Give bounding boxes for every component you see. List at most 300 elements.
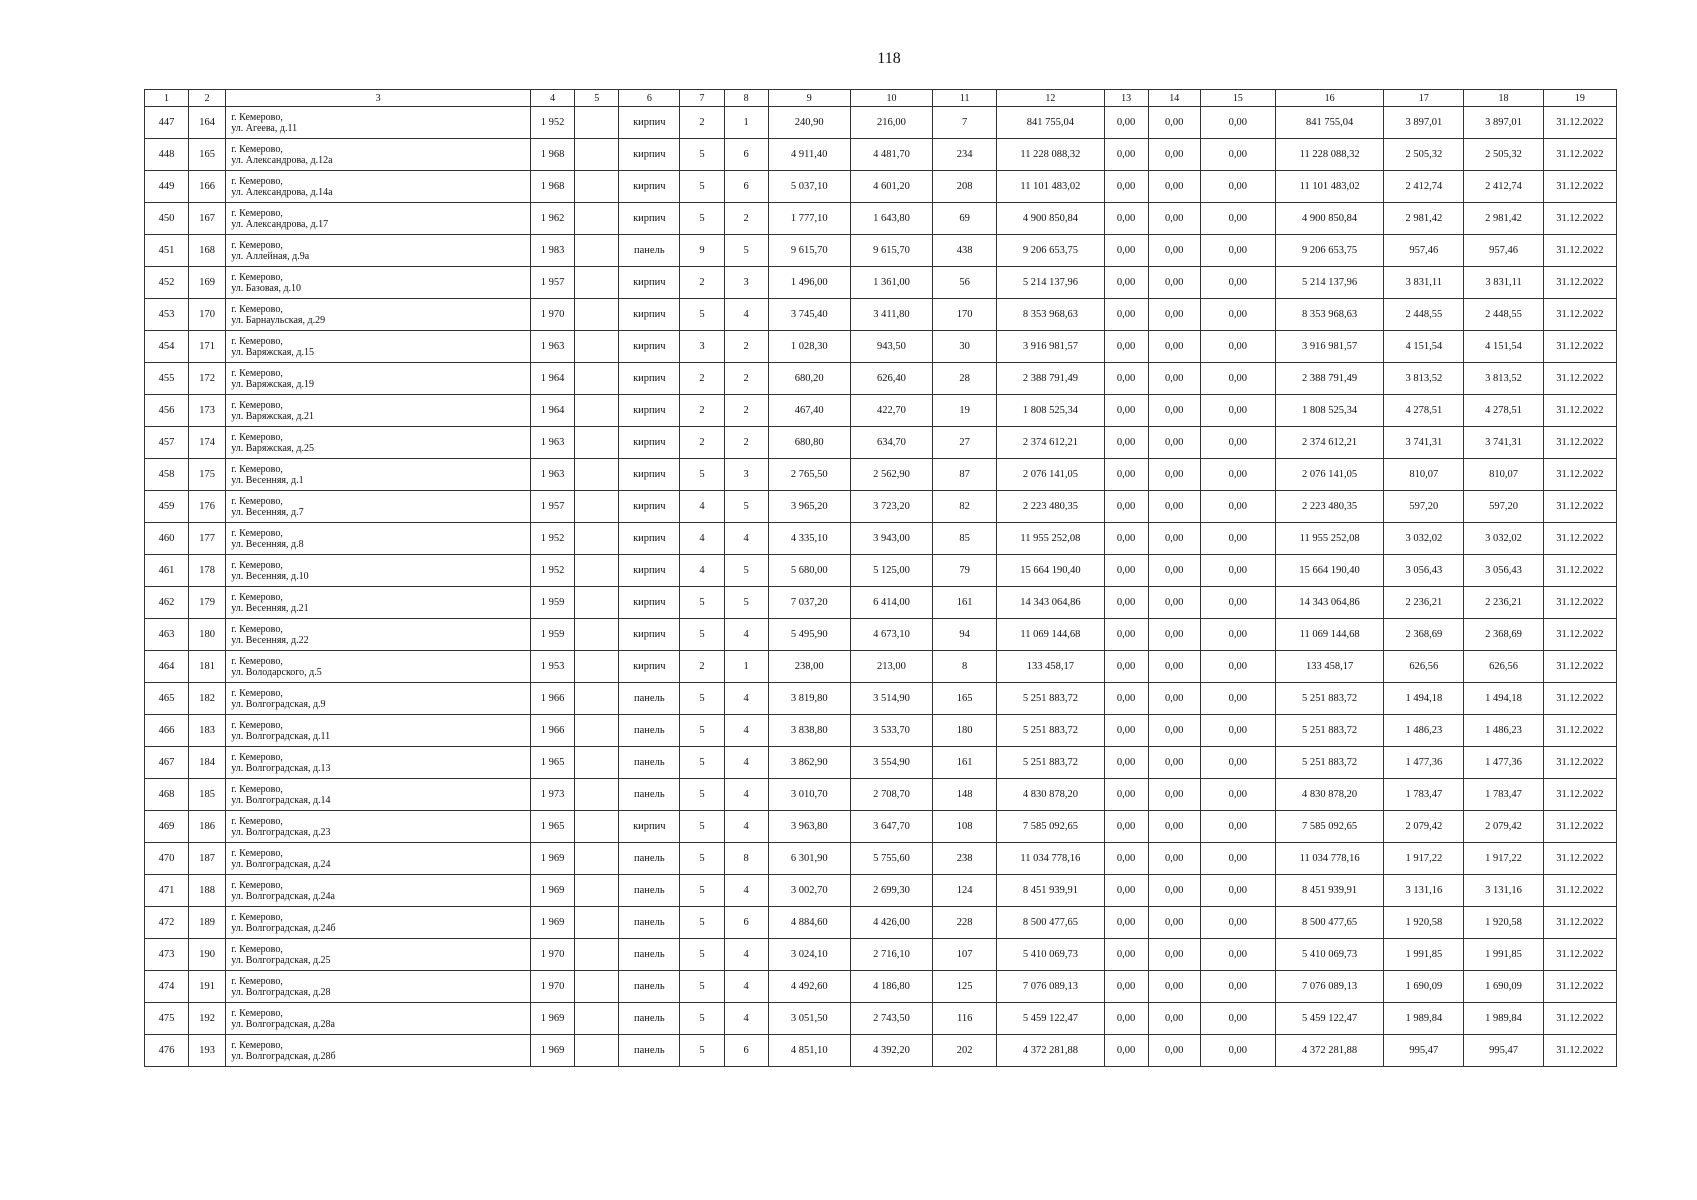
table-cell: 0,00 [1148, 171, 1200, 203]
table-cell: кирпич [619, 203, 680, 235]
table-cell [575, 203, 619, 235]
table-cell: 2 [680, 107, 724, 139]
table-cell: 460 [145, 523, 189, 555]
table-cell [575, 299, 619, 331]
table-cell: 176 [189, 491, 226, 523]
table-cell: 1 963 [531, 427, 575, 459]
housing-registry-table [144, 89, 1617, 1067]
table-cell: 0,00 [1200, 747, 1275, 779]
table-cell: 1 969 [531, 1035, 575, 1067]
table-cell: 5 [680, 715, 724, 747]
table-cell: 0,00 [1200, 715, 1275, 747]
table-cell: 124 [933, 875, 997, 907]
table-cell: 69 [933, 203, 997, 235]
table-cell: 5 214 137,96 [997, 267, 1104, 299]
table-cell: 0,00 [1200, 843, 1275, 875]
table-cell: 3 533,70 [850, 715, 932, 747]
table-cell: 0,00 [1104, 459, 1148, 491]
column-header: 1 [145, 90, 189, 107]
table-cell: 2 562,90 [850, 459, 932, 491]
table-cell: 3 131,16 [1384, 875, 1464, 907]
table-row [145, 331, 1617, 363]
table-cell: 1 969 [531, 875, 575, 907]
table-cell: 4 [680, 491, 724, 523]
address-line: ул. Александрова, д.12а [231, 154, 333, 166]
table-cell: 2 236,21 [1464, 587, 1543, 619]
address-line: ул. Волгоградская, д.28б [231, 1050, 336, 1062]
table-cell: 0,00 [1104, 203, 1148, 235]
table-cell: 5 [680, 683, 724, 715]
address-cell [226, 715, 531, 747]
table-cell: 0,00 [1104, 971, 1148, 1003]
table-cell: 9 615,70 [850, 235, 932, 267]
table-cell: 0,00 [1104, 363, 1148, 395]
table-row [145, 1035, 1617, 1067]
table-cell: 4 392,20 [850, 1035, 932, 1067]
table-cell: 31.12.2022 [1543, 459, 1616, 491]
table-cell: 1 957 [531, 491, 575, 523]
table-cell: 1 [724, 107, 768, 139]
table-row [145, 427, 1617, 459]
table-cell: 0,00 [1200, 875, 1275, 907]
table-cell [575, 619, 619, 651]
table-cell [575, 139, 619, 171]
table-cell: 0,00 [1200, 971, 1275, 1003]
table-cell: 447 [145, 107, 189, 139]
table-cell: 5 410 069,73 [1275, 939, 1383, 971]
table-cell: 0,00 [1148, 363, 1200, 395]
table-row [145, 939, 1617, 971]
table-cell: 180 [933, 715, 997, 747]
table-cell: кирпич [619, 811, 680, 843]
table-cell: 11 955 252,08 [997, 523, 1104, 555]
table-cell: 5 [724, 235, 768, 267]
table-cell: 1 690,09 [1464, 971, 1543, 1003]
table-cell: 0,00 [1200, 171, 1275, 203]
table-cell: 0,00 [1148, 459, 1200, 491]
address-line: ул. Барнаульская, д.29 [231, 314, 326, 326]
table-cell: 475 [145, 1003, 189, 1035]
table-cell: панель [619, 907, 680, 939]
table-cell: 4 [724, 683, 768, 715]
table-cell: 1 690,09 [1384, 971, 1464, 1003]
address-cell [226, 1003, 531, 1035]
table-cell: 456 [145, 395, 189, 427]
table-cell: 5 251 883,72 [997, 715, 1104, 747]
table-cell: 6 [724, 907, 768, 939]
table-cell: кирпич [619, 395, 680, 427]
table-cell: 2 981,42 [1464, 203, 1543, 235]
address-line: ул. Весенняя, д.22 [231, 634, 309, 646]
address-line: г. Кемерово, [231, 751, 283, 763]
table-cell: 4 426,00 [850, 907, 932, 939]
address-cell [226, 939, 531, 971]
table-cell: 1 486,23 [1464, 715, 1543, 747]
header-row [145, 90, 1617, 107]
table-cell: 0,00 [1148, 715, 1200, 747]
table-cell: 164 [189, 107, 226, 139]
table-cell: 0,00 [1104, 555, 1148, 587]
table-cell: 2 505,32 [1384, 139, 1464, 171]
table-cell: 133 458,17 [997, 651, 1104, 683]
table-cell: 0,00 [1200, 811, 1275, 843]
table-cell: 4 151,54 [1464, 331, 1543, 363]
table-cell: 0,00 [1148, 267, 1200, 299]
table-body [145, 107, 1617, 1067]
table-cell: 0,00 [1104, 939, 1148, 971]
table-cell: 15 664 190,40 [1275, 555, 1383, 587]
table-cell: 0,00 [1148, 139, 1200, 171]
address-line: г. Кемерово, [231, 527, 283, 539]
address-line: ул. Волгоградская, д.28а [231, 1018, 335, 1030]
table-cell: 0,00 [1148, 811, 1200, 843]
table-cell: 466 [145, 715, 189, 747]
table-cell: 240,90 [768, 107, 850, 139]
table-cell: 9 [680, 235, 724, 267]
table-cell: 165 [933, 683, 997, 715]
table-cell: 187 [189, 843, 226, 875]
table-cell: 5 495,90 [768, 619, 850, 651]
table-cell: 0,00 [1148, 1035, 1200, 1067]
table-cell: 0,00 [1148, 299, 1200, 331]
table-cell [575, 683, 619, 715]
table-row [145, 555, 1617, 587]
address-line: г. Кемерово, [231, 719, 283, 731]
table-cell: 31.12.2022 [1543, 619, 1616, 651]
table-cell: 79 [933, 555, 997, 587]
table-cell: 6 301,90 [768, 843, 850, 875]
table-cell: 234 [933, 139, 997, 171]
table-cell: 4 [724, 299, 768, 331]
table-cell: кирпич [619, 587, 680, 619]
table-cell: 0,00 [1148, 555, 1200, 587]
table-cell: 3 862,90 [768, 747, 850, 779]
table-cell: 4 186,80 [850, 971, 932, 1003]
table-cell: панель [619, 1003, 680, 1035]
table-cell: 3 056,43 [1384, 555, 1464, 587]
table-cell: 468 [145, 779, 189, 811]
table-cell: 2 743,50 [850, 1003, 932, 1035]
column-header: 13 [1104, 90, 1148, 107]
table-cell: 5 251 883,72 [1275, 715, 1383, 747]
table-cell: панель [619, 939, 680, 971]
table-cell: 8 353 968,63 [997, 299, 1104, 331]
table-cell: 626,40 [850, 363, 932, 395]
table-cell: панель [619, 235, 680, 267]
table-cell [575, 651, 619, 683]
table-cell: 0,00 [1104, 139, 1148, 171]
table-cell: 0,00 [1200, 939, 1275, 971]
table-cell: 3 010,70 [768, 779, 850, 811]
table-header [145, 90, 1617, 107]
table-cell: 1 991,85 [1384, 939, 1464, 971]
table-cell: 0,00 [1104, 331, 1148, 363]
table-cell: 31.12.2022 [1543, 299, 1616, 331]
address-line: г. Кемерово, [231, 143, 283, 155]
address-line: ул. Александрова, д.17 [231, 218, 329, 230]
table-cell: 0,00 [1200, 683, 1275, 715]
table-cell: 1 963 [531, 459, 575, 491]
table-cell: 14 343 064,86 [997, 587, 1104, 619]
table-row [145, 779, 1617, 811]
table-cell: 943,50 [850, 331, 932, 363]
address-line: г. Кемерово, [231, 911, 283, 923]
table-cell: кирпич [619, 139, 680, 171]
table-cell [575, 811, 619, 843]
table-cell: 0,00 [1148, 779, 1200, 811]
table-cell: 4 [724, 1003, 768, 1035]
table-cell: 4 911,40 [768, 139, 850, 171]
table-cell: 4 [724, 523, 768, 555]
page-number: 118 [877, 50, 901, 67]
table-cell: 5 [724, 491, 768, 523]
table-cell: 2 505,32 [1464, 139, 1543, 171]
table-cell: 0,00 [1200, 459, 1275, 491]
table-cell: 185 [189, 779, 226, 811]
table-cell: 4 [724, 811, 768, 843]
table-row [145, 363, 1617, 395]
table-row [145, 715, 1617, 747]
table-cell: 0,00 [1148, 939, 1200, 971]
address-line: г. Кемерово, [231, 655, 283, 667]
table-cell: 957,46 [1384, 235, 1464, 267]
table-cell: 31.12.2022 [1543, 939, 1616, 971]
table-cell: кирпич [619, 491, 680, 523]
table-cell: 1 808 525,34 [1275, 395, 1383, 427]
table-cell: 2 981,42 [1384, 203, 1464, 235]
table-cell: 1 952 [531, 523, 575, 555]
table-cell: 7 037,20 [768, 587, 850, 619]
address-cell [226, 555, 531, 587]
table-cell: 182 [189, 683, 226, 715]
table-cell: 3 745,40 [768, 299, 850, 331]
table-cell: 1 966 [531, 683, 575, 715]
table-cell: 2 765,50 [768, 459, 850, 491]
table-cell: 450 [145, 203, 189, 235]
address-line: г. Кемерово, [231, 1039, 283, 1051]
column-header: 3 [226, 90, 531, 107]
table-cell: 0,00 [1104, 907, 1148, 939]
table-cell: 192 [189, 1003, 226, 1035]
table-cell [575, 491, 619, 523]
table-cell: 3 [724, 459, 768, 491]
table-cell: 1 973 [531, 779, 575, 811]
table-cell: 472 [145, 907, 189, 939]
table-cell: 2 [680, 395, 724, 427]
table-cell: 2 [724, 203, 768, 235]
table-cell: 1 917,22 [1384, 843, 1464, 875]
table-cell: 0,00 [1104, 299, 1148, 331]
table-cell: 473 [145, 939, 189, 971]
table-cell: 190 [189, 939, 226, 971]
table-cell: 0,00 [1104, 1035, 1148, 1067]
address-cell [226, 427, 531, 459]
table-cell: 30 [933, 331, 997, 363]
table-cell: 31.12.2022 [1543, 139, 1616, 171]
table-cell: 31.12.2022 [1543, 779, 1616, 811]
table-cell: 465 [145, 683, 189, 715]
table-cell: 165 [189, 139, 226, 171]
column-header: 5 [575, 90, 619, 107]
table-cell: 1 989,84 [1384, 1003, 1464, 1035]
address-cell [226, 235, 531, 267]
table-cell: 4 900 850,84 [1275, 203, 1383, 235]
table-cell: 2 448,55 [1384, 299, 1464, 331]
table-cell: 4 278,51 [1384, 395, 1464, 427]
address-line: г. Кемерово, [231, 1007, 283, 1019]
address-line: ул. Варяжская, д.19 [231, 378, 314, 390]
address-cell [226, 907, 531, 939]
table-cell: 8 451 939,91 [997, 875, 1104, 907]
table-cell: 0,00 [1104, 683, 1148, 715]
column-header: 11 [933, 90, 997, 107]
table-cell: 0,00 [1104, 811, 1148, 843]
table-cell: панель [619, 747, 680, 779]
address-cell [226, 171, 531, 203]
table-cell: 169 [189, 267, 226, 299]
address-line: ул. Весенняя, д.7 [231, 506, 304, 518]
table-cell: 31.12.2022 [1543, 587, 1616, 619]
table-cell: 1 970 [531, 971, 575, 1003]
table-cell: 459 [145, 491, 189, 523]
address-line: г. Кемерово, [231, 591, 283, 603]
table-cell: 4 830 878,20 [997, 779, 1104, 811]
column-header: 8 [724, 90, 768, 107]
table-cell: 9 206 653,75 [1275, 235, 1383, 267]
table-cell: 6 414,00 [850, 587, 932, 619]
table-cell: 148 [933, 779, 997, 811]
table-cell: 2 236,21 [1384, 587, 1464, 619]
table-cell: 179 [189, 587, 226, 619]
table-cell: 841 755,04 [1275, 107, 1383, 139]
table-cell: 453 [145, 299, 189, 331]
table-cell: 28 [933, 363, 997, 395]
address-cell [226, 651, 531, 683]
address-line: ул. Весенняя, д.8 [231, 538, 304, 550]
table-cell: 31.12.2022 [1543, 267, 1616, 299]
table-cell: панель [619, 875, 680, 907]
table-row [145, 683, 1617, 715]
table-cell: 2 448,55 [1464, 299, 1543, 331]
table-cell: 0,00 [1200, 235, 1275, 267]
table-cell: 462 [145, 587, 189, 619]
table-cell: 422,70 [850, 395, 932, 427]
table-cell: 11 069 144,68 [1275, 619, 1383, 651]
table-cell: 2 [680, 267, 724, 299]
address-line: ул. Волгоградская, д.11 [231, 730, 331, 742]
table-cell: 1 808 525,34 [997, 395, 1104, 427]
table-cell: 4 830 878,20 [1275, 779, 1383, 811]
table-cell: 0,00 [1104, 1003, 1148, 1035]
table-cell: 0,00 [1200, 491, 1275, 523]
table-cell: 0,00 [1104, 619, 1148, 651]
table-cell: 3 963,80 [768, 811, 850, 843]
table-cell: 0,00 [1148, 875, 1200, 907]
address-line: г. Кемерово, [231, 943, 283, 955]
table-cell: 5 [724, 587, 768, 619]
table-cell: 1 494,18 [1464, 683, 1543, 715]
table-cell: 4 601,20 [850, 171, 932, 203]
table-cell: 31.12.2022 [1543, 363, 1616, 395]
table-cell: 178 [189, 555, 226, 587]
table-cell: 4 [724, 875, 768, 907]
table-cell: 1 643,80 [850, 203, 932, 235]
table-cell: 6 [724, 171, 768, 203]
table-cell: 3 897,01 [1384, 107, 1464, 139]
address-line: г. Кемерово, [231, 239, 283, 251]
table-cell: 0,00 [1148, 907, 1200, 939]
table-cell: 3 [680, 331, 724, 363]
table-cell: 0,00 [1148, 523, 1200, 555]
table-cell: 449 [145, 171, 189, 203]
table-cell: 5 [680, 907, 724, 939]
table-cell: 2 079,42 [1464, 811, 1543, 843]
address-line: ул. Волгоградская, д.23 [231, 826, 331, 838]
table-cell: 15 664 190,40 [997, 555, 1104, 587]
table-cell: 5 [724, 555, 768, 587]
address-line: г. Кемерово, [231, 175, 283, 187]
table-cell: 5 251 883,72 [1275, 683, 1383, 715]
table-cell: 2 223 480,35 [1275, 491, 1383, 523]
table-cell [575, 523, 619, 555]
table-cell: 4 [724, 779, 768, 811]
table-cell: 461 [145, 555, 189, 587]
table-cell: 0,00 [1104, 491, 1148, 523]
table-cell: 174 [189, 427, 226, 459]
table-cell: панель [619, 779, 680, 811]
table-cell: 680,80 [768, 427, 850, 459]
table-cell: 464 [145, 651, 189, 683]
table-cell: 3 813,52 [1384, 363, 1464, 395]
table-cell: 31.12.2022 [1543, 171, 1616, 203]
table-cell: 597,20 [1384, 491, 1464, 523]
table-cell: 0,00 [1200, 427, 1275, 459]
table-cell: 170 [189, 299, 226, 331]
table-cell: 31.12.2022 [1543, 427, 1616, 459]
table-cell: 5 [680, 1035, 724, 1067]
table-cell: 1 969 [531, 1003, 575, 1035]
table-cell: 1 917,22 [1464, 843, 1543, 875]
table-cell: 1 964 [531, 363, 575, 395]
table-cell: 0,00 [1148, 747, 1200, 779]
table-cell: 467,40 [768, 395, 850, 427]
table-cell: 9 615,70 [768, 235, 850, 267]
table-cell: 5 [680, 939, 724, 971]
table-cell: 1 963 [531, 331, 575, 363]
address-cell [226, 299, 531, 331]
table-cell: 2 716,10 [850, 939, 932, 971]
table-cell: 2 368,69 [1384, 619, 1464, 651]
table-cell: 0,00 [1200, 651, 1275, 683]
address-line: ул. Александрова, д.14а [231, 186, 333, 198]
address-cell [226, 843, 531, 875]
table-row [145, 875, 1617, 907]
address-line: г. Кемерово, [231, 847, 283, 859]
table-row [145, 811, 1617, 843]
table-cell: 0,00 [1200, 331, 1275, 363]
table-cell: 31.12.2022 [1543, 555, 1616, 587]
table-cell: 5 [680, 619, 724, 651]
address-line: г. Кемерово, [231, 335, 283, 347]
table-cell: кирпич [619, 619, 680, 651]
table-cell: 31.12.2022 [1543, 203, 1616, 235]
address-cell [226, 139, 531, 171]
table-cell: 2 [724, 427, 768, 459]
table-cell: 82 [933, 491, 997, 523]
address-cell [226, 747, 531, 779]
table-cell: 1 970 [531, 299, 575, 331]
table-cell: 186 [189, 811, 226, 843]
